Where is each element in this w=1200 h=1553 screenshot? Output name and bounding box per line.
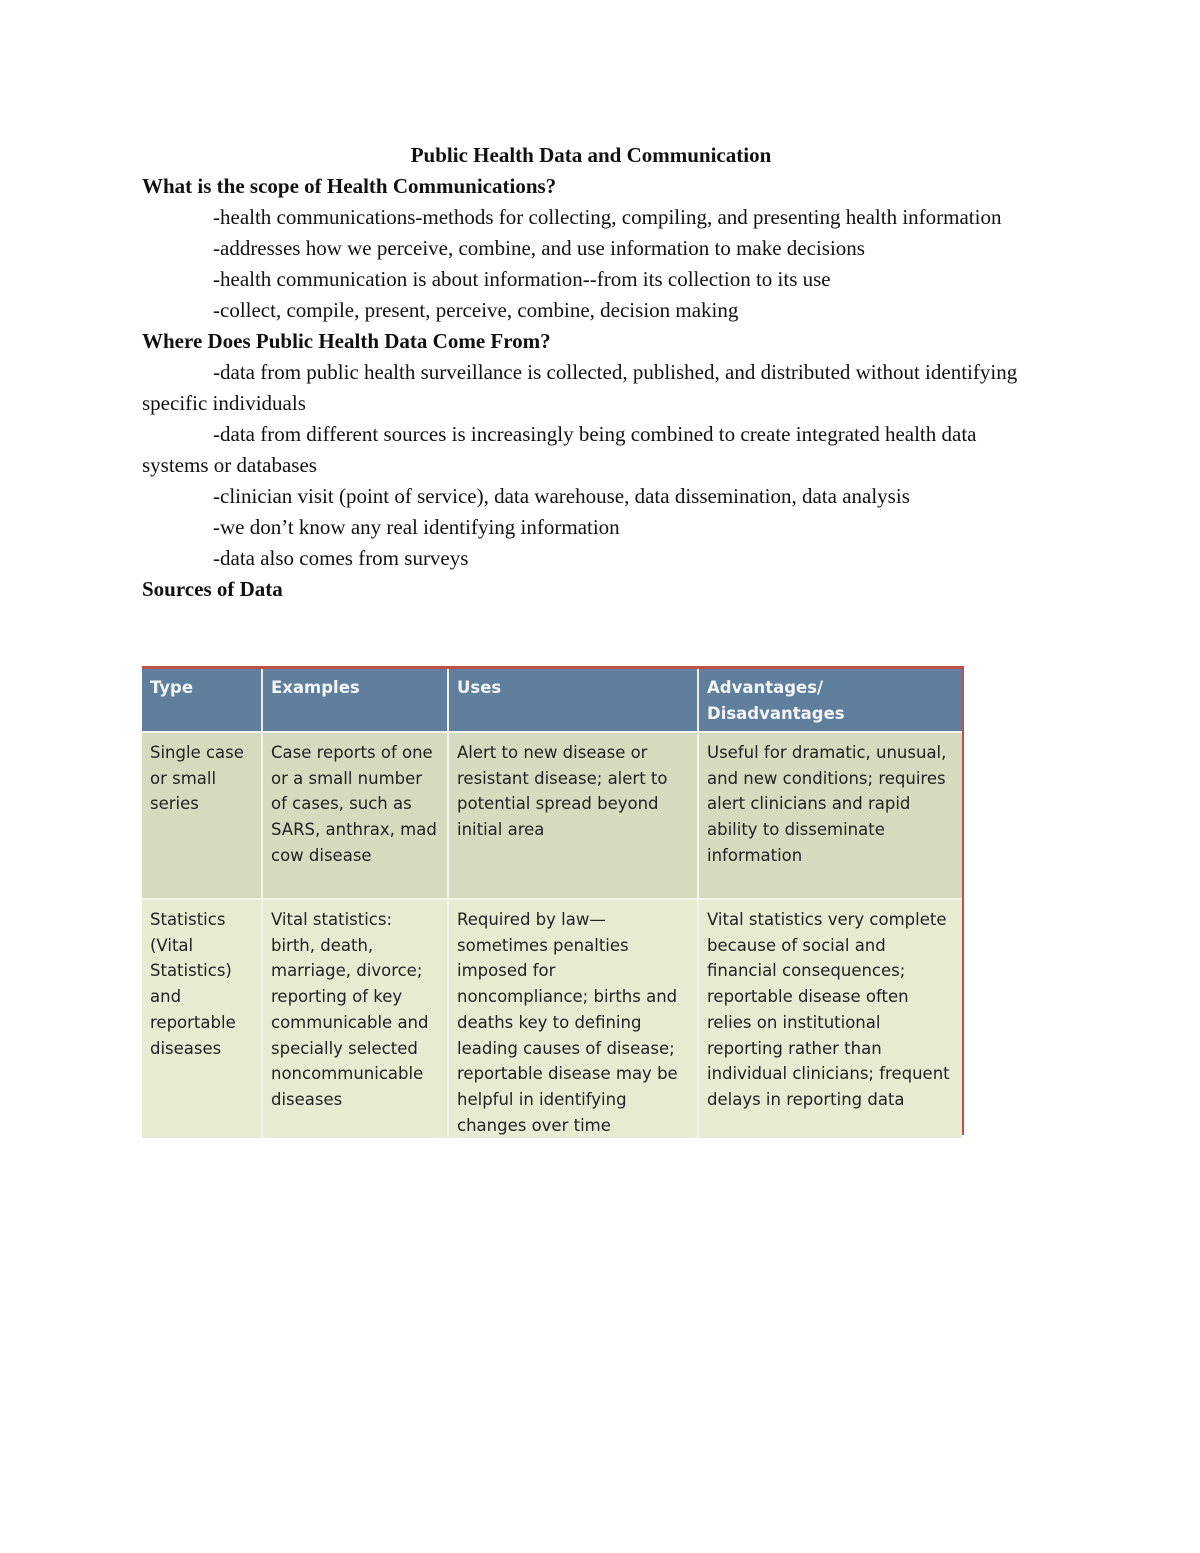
bullet-item: -collect, compile, present, perceive, combine, decision making — [213, 298, 739, 322]
table-cell: Statistics (Vital Statistics) and reportable diseases — [142, 899, 262, 1138]
column-header-uses: Uses — [448, 669, 698, 732]
table-header-row — [142, 669, 962, 732]
table-cell: Required by law—sometimes penalties imposed for noncompliance; births and deaths key to defining leading causes of disease; reportable disease may be helpful in identifying changes over time — [448, 899, 698, 1138]
table-cell: Single case or small series — [142, 732, 262, 899]
table-row — [142, 732, 962, 899]
bullet-item: -we don’t know any real identifying information — [213, 515, 620, 539]
column-header-type: Type — [142, 669, 262, 732]
table-cell: Case reports of one or a small number of cases, such as SARS, anthrax, mad cow disease — [262, 732, 448, 899]
document-body — [142, 140, 1042, 605]
sources-of-data-table — [142, 666, 964, 1135]
table-cell: Useful for dramatic, unusual, and new conditions; requires alert clinicians and rapid ability to disseminate information — [698, 732, 962, 899]
bullet-item: -data also comes from surveys — [213, 546, 469, 570]
column-header-advantages: Advantages/ Disadvantages — [698, 669, 962, 732]
bullet-item: -health communication is about information--from its collection to its use — [213, 267, 831, 291]
bullet-item: -clinician visit (point of service), data warehouse, data dissemination, data analysis — [213, 484, 910, 508]
section-heading-data-origin: Where Does Public Health Data Come From? — [142, 329, 551, 353]
table-row — [142, 899, 962, 1138]
bullet-item: -data from public health surveillance is collected, published, and distributed without identifying specific individuals — [142, 360, 1018, 415]
bullet-item: -addresses how we perceive, combine, and use information to make decisions — [213, 236, 865, 260]
bullet-item: -data from different sources is increasingly being combined to create integrated health data systems or databases — [142, 422, 977, 477]
table-cell: Vital statistics: birth, death, marriage, divorce; reporting of key communicable and specially selected noncommunicable diseases — [262, 899, 448, 1138]
column-header-examples: Examples — [262, 669, 448, 732]
table-cell: Alert to new disease or resistant disease; alert to potential spread beyond initial area — [448, 732, 698, 899]
document-title: Public Health Data and Communication — [410, 143, 772, 167]
table-cell: Vital statistics very complete because of social and financial consequences; reportable disease often relies on institutional reporting rather than individual clinicians; frequent delays in reporting data — [698, 899, 962, 1138]
sources-table — [142, 669, 962, 1138]
bullet-item: -health communications-methods for collecting, compiling, and presenting health information — [213, 205, 1002, 229]
section-heading-scope: What is the scope of Health Communications? — [142, 174, 557, 198]
section-heading-sources: Sources of Data — [142, 577, 283, 601]
